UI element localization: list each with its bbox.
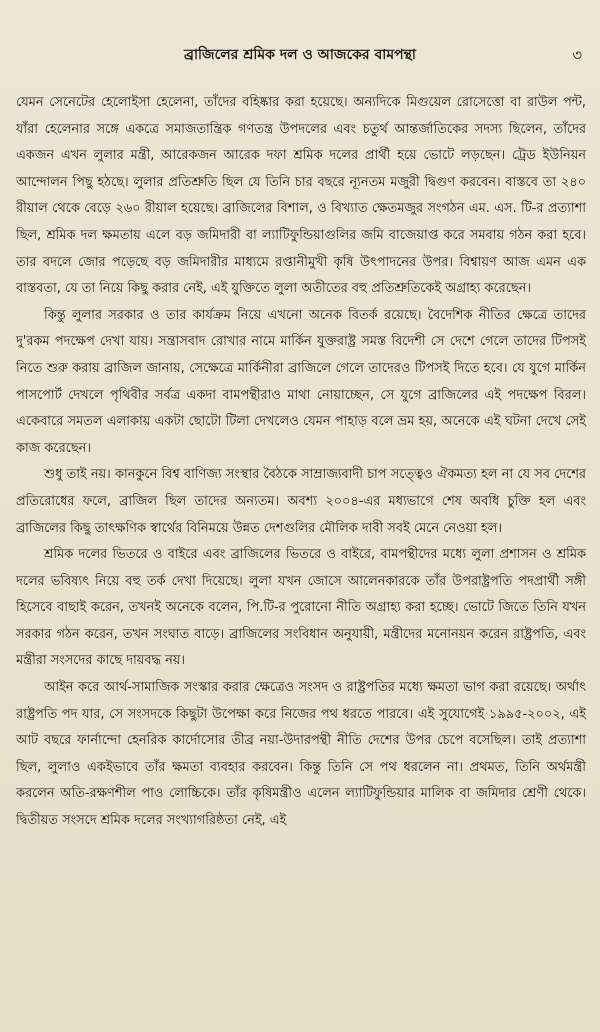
paragraph-1: যেমন সেনেটের হেলোইসা হেলেনা, তাঁদের বহিষ্কার করা হয়েছে। অন্যদিকে মিগুয়েল রোসেত্তো বা রাউল পন্ট, যাঁরা হেলেনার সঙ্গে একত্রে সমাজতান্ত্রিক গণতন্ত্র উপদলের এবং চতুর্থ আন্তর্জাতিকের সদস্য ছিলেন, তাঁদের একজন এখন লুলার মন্ত্রী, আরেকজন আরেক দফা শ্রমিক দলের প্রার্থী হয়ে ভোটে লড়ছেন। ট্রেড ইউনিয়ন আন্দোলন পিছু হঠছে। লুলার প্রতিশ্রুতি ছিল যে তিনি চার বছরে ন্যূনতম মজুরী দ্বিগুণ করবেন। বাস্তবে তা ২৪০ রীয়াল থেকে বেড়ে ২৬০ রীয়াল হয়েছে। ব্রাজিলের বিশাল, ও বিখ্যাত ক্ষেতমজুর সংগঠন এম. এস. টি-র প্রত্যাশা ছিল, শ্রমিক দল ক্ষমতায় এলে বড় জমিদারী বা ল্যাটিফুন্ডিয়াগুলির জমি বাজেয়াপ্ত করে সমবায় গঠন করা হবে। তার বদলে জোর পড়েছে বড় জমিদারীর মাধ্যমে রপ্তানীমুখী কৃষি উৎপাদনের উপর। বিশ্বায়ণ আজ এমন এক বাস্তবতা, যে তা নিয়ে কিছু করার নেই, এই যুক্তিতে লুলা অতীতের বহু প্রতিশ্রুতিকেই অগ্রাহ্য করেছেন।	[16, 95, 586, 297]
paragraph-5: আইন করে আর্থ-সামাজিক সংস্কার করার ক্ষেত্রেও সংসদ ও রাষ্ট্রপতির মধ্যে ক্ষমতা ভাগ করা রয়েছে। অর্থাৎ রাষ্ট্রপতি পদ যার, সে সংসদকে কিছুটা উপেক্ষা করে নিজের পথ ধরতে পারবে। এই সুযোগেই ১৯৯৫-২০০২, এই আট বছরে ফার্নান্দো হেনরিক কার্দোসোর তীব্র নয়া-উদারপন্থী নীতি দেশের উপর চেপে বসেছিল। তাই প্রত্যাশা ছিল, লুলাও একইভাবে তাঁর ক্ষমতা ব্যবহার করবেন। কিন্তু তিনি সে পথ ধরলেন না। প্রথমত, তিনি অর্থমন্ত্রী করলেন অতি-রক্ষণশীল পাও লোচ্চিকে। তাঁর কৃষিমন্ত্রীও এলেন ল্যাটিফুন্ডিয়ার মালিক বা জমিদার শ্রেণী থেকে। দ্বিতীয়ত সংসদে শ্রমিক দলের সংখ্যাগরিষ্ঠতা নেই, এই	[16, 680, 586, 829]
page-number: ৩	[572, 46, 582, 64]
paragraph-3: শুধু তাই নয়। কানকুনে বিশ্ব বাণিজ্য সংস্থার বৈঠকে সাম্রাজ্যবাদী চাপ সত্ত্বেও ঐকমত্য হল না যে সব দেশের প্রতিরোধের ফলে, ব্রাজিল ছিল তাদের অন্যতম। অবশ্য ২০০৪-এর মধ্যভাগে শেষ অবধি চুক্তি হল এবং ব্রাজিলের কিছু তাৎক্ষণিক স্বার্থের বিনিময়ে উন্নত দেশগুলির মৌলিক দাবী সবই মেনে নেওয়া হল।	[16, 467, 586, 536]
paragraph-2: কিন্তু লুলার সরকার ও তার কার্যক্রম নিয়ে এখনো অনেক বিতর্ক রয়েছে। বৈদেশিক নীতির ক্ষেত্রে তাদের দু'রকম পদক্ষেপ দেখা যায়। সন্ত্রাসবাদ রোখার নামে মার্কিন যুক্তরাষ্ট্র সমস্ত বিদেশী সে দেশে গেলে তাদের টিপসই নিতে শুরু করায় ব্রাজিল জানায়, সেক্ষেত্রে মার্কিনীরা ব্রাজিলে গেলে তাদেরও টিপসই দিতে হবে। যে যুগে মার্কিন পাসপোর্ট দেখলে পৃথিবীর সর্বত্র একদা বামপন্থীরাও মাথা নোয়াচ্ছেন, সে যুগে ব্রাজিলের এই পদক্ষেপ বিরল। একেবারে সমতল এলাকায় একটা ছোটো টিলা দেখলেও যেমন পাহাড় বলে ভ্রম হয়, অনেকে এই ঘটনা দেখে সেই কাজ করেছেন।	[16, 307, 586, 456]
paragraph-4: শ্রমিক দলের ভিতরে ও বাইরে এবং ব্রাজিলের ভিতরে ও বাইরে, বামপন্থীদের মধ্যে লুলা প্রশাসন ও শ্রমিক দলের ভবিষ্যৎ নিয়ে বহু তর্ক দেখা দিয়েছে। লুলা যখন জোসে আলেনকারকে তাঁর উপরাষ্ট্রপতি পদপ্রার্থী সঙ্গী হিসেবে বাছাই করেন, তখনই অনেকে বলেন, পি.টি-র পুরোনো নীতি অগ্রাহ্য করা হচ্ছে। ভোটে জিতে তিনি যখন সরকার গঠন করেন, তখন সংঘাত বাড়ে। ব্রাজিলের সংবিধান অনুযায়ী, মন্ত্রীদের মনোনয়ন করেন রাষ্ট্রপতি, এবং মন্ত্রীরা সংসদের কাছে দায়বদ্ধ নয়।	[16, 547, 586, 669]
body-text	[16, 90, 586, 835]
running-header	[0, 44, 600, 66]
chapter-title: ব্রাজিলের শ্রমিক দল ও আজকের বামপন্থা	[184, 47, 416, 63]
